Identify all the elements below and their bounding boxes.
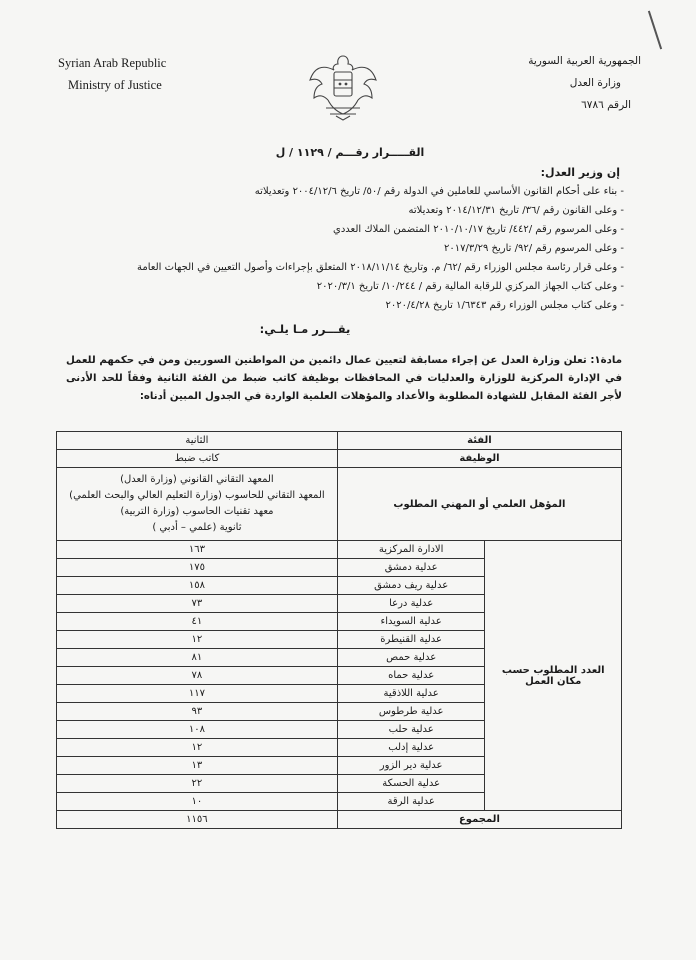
table-row [57,450,622,468]
count-cell: ١٥٨ [57,577,338,595]
place-cell: عدلية حلب [337,721,485,739]
qual-item: المعهد التقاني للحاسوب (وزارة التعليم العالي والبحث العلمي) [69,490,325,501]
place-cell: عدلية اللاذقية [337,685,485,703]
basis-item: - وعلى القانون رقم /٣٦/ تاريخ ٢٠١٤/١٢/٣١ وتعديلاته [408,205,624,216]
count-cell: ٤١ [57,613,338,631]
count-cell: ١٣ [57,757,338,775]
basis-item: - وعلى كتاب مجلس الوزراء رقم ١/٦٣٤٣ تاريخ ٢٠٢٠/٤/٢٨ [385,300,624,311]
basis-item: - بناء على أحكام القانون الأساسي للعاملين في الدولة رقم /٥٠/ تاريخ ٢٠٠٤/١٢/٦ وتعديلاته [254,186,624,197]
count-cell: ٨١ [57,649,338,667]
count-cell: ٩٣ [57,703,338,721]
place-cell: عدلية درعا [337,595,485,613]
place-cell: عدلية الحسكة [337,775,485,793]
header-country-ar: الجمهورية العربية السورية [528,55,641,67]
place-cell: الادارة المركزية [337,541,485,559]
place-cell: عدلية إدلب [337,739,485,757]
count-cell: ١٠٨ [57,721,338,739]
qual-label: المؤهل العلمي أو المهني المطلوب [337,468,621,541]
place-cell: عدلية حمص [337,649,485,667]
count-cell: ٧٣ [57,595,338,613]
table-row [57,541,622,559]
eagle-emblem-icon [306,50,380,122]
place-cell: عدلية طرطوس [337,703,485,721]
qual-values [57,468,338,541]
basis-item: - وعلى المرسوم رقم /٩٢/ تاريخ ٢٠١٧/٣/٢٩ [444,243,624,254]
decides-heading: يقـــرر مـا يلـي: [259,322,351,336]
header-english [58,52,166,96]
total-label: المجموع [337,811,621,829]
minister-line: إن وزير العدل: [540,166,620,179]
count-label: العدد المطلوب حسب مكان العمل [485,541,622,811]
header-arabic [528,50,641,116]
qual-item: معهد تقنيات الحاسوب (وزارة التربية) [120,506,274,517]
count-cell: ٢٢ [57,775,338,793]
count-cell: ١٦٣ [57,541,338,559]
qual-item: ثانوية (علمي – أدبي ) [152,522,242,533]
basis-item: - وعلى المرسوم رقم /٤٤٢/ تاريخ ٢٠١٠/١٠/١٧ المتضمن الملاك العددي [333,224,624,235]
header-ministry-ar: وزارة العدل [569,77,621,89]
place-cell: عدلية دمشق [337,559,485,577]
count-cell: ١٢ [57,739,338,757]
basis-item: - وعلى كتاب الجهاز المركزي للرقابة المالية رقم / ١٠/٢٤٤/ تاريخ ٢٠٢٠/٣/١ [316,281,624,292]
place-cell: عدلية السويداء [337,613,485,631]
count-cell: ١٧٥ [57,559,338,577]
count-cell: ٧٨ [57,667,338,685]
job-value: كاتب ضبط [57,450,338,468]
job-label: الوظيفة [337,450,621,468]
pen-mark [648,11,662,50]
place-cell: عدلية حماه [337,667,485,685]
category-value: الثانية [57,432,338,450]
place-cell: عدلية دير الزور [337,757,485,775]
count-cell: ١٢ [57,631,338,649]
table-row [57,432,622,450]
decree-title: القـــــرار رقـــم / ١١٢٩ / ل [275,146,425,159]
header-country-en: Syrian Arab Republic [58,56,167,70]
legal-basis-list [84,182,624,315]
total-value: ١١٥٦ [57,811,338,829]
count-cell: ١٠ [57,793,338,811]
place-cell: عدلية ريف دمشق [337,577,485,595]
category-label: الفئة [337,432,621,450]
header-ministry-en: Ministry of Justice [68,78,162,92]
place-cell: عدلية الرقة [337,793,485,811]
positions-table [56,431,622,829]
header-number-ar: الرقم ٦٧٨٦ [581,99,631,111]
basis-item: - وعلى قرار رئاسة مجلس الوزراء رقم /٦٢/ م. وتاريخ ٢٠١٨/١١/١٤ المتعلق بإجراءات وأصول التعيين في الجهات العامة [136,262,624,273]
table-row [57,468,622,541]
count-cell: ١١٧ [57,685,338,703]
article-1: مادة١: تعلن وزارة العدل عن إجراء مسابقة لتعيين عمال دائمين من المواطنين السوريين ومن في حكمهم للعمل في الإدارة المركزية للوزارة والعدليات في المحافظات بوظيفة كاتب ضبط من الفئة الثانية وفقاً للحد الأدنى لأجر الفئة المقابل للشهادة المطلوبة والأعداد والمؤهلات العلمية الواردة في الجدول المبين أدناه: [66,355,622,402]
qual-item: المعهد التقاني القانوني (وزارة العدل) [120,474,274,485]
table-row [57,811,622,829]
place-cell: عدلية القنيطرة [337,631,485,649]
